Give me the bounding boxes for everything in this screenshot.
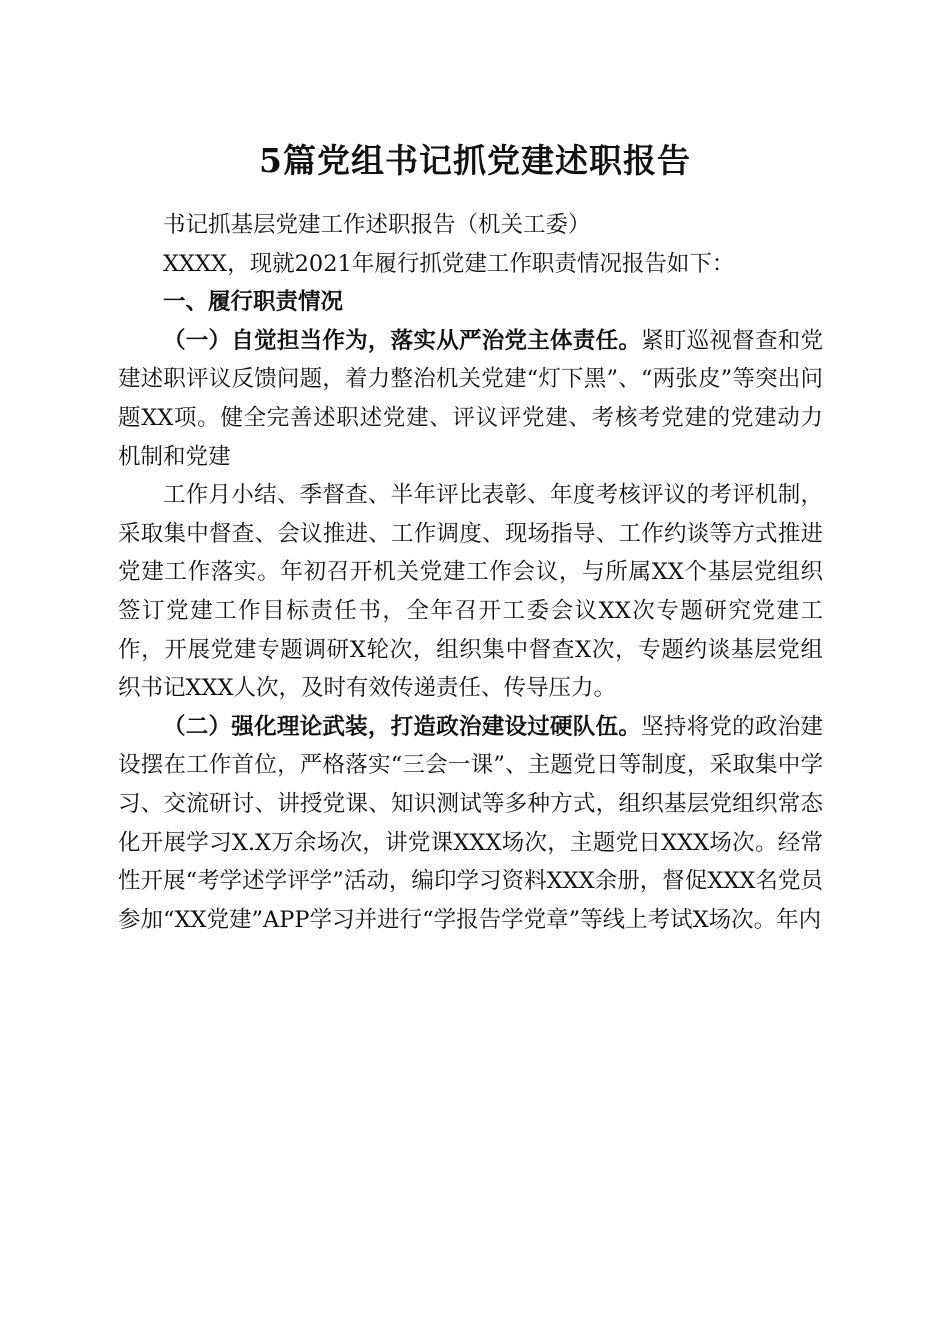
- paragraph-item-1-continued: 工作月小结、季督查、半年评比表彰、年度考核评议的考评机制，采取集中督查、会议推进、工作调度、现场指导、工作约谈等方式推进党建工作落实。年初召开机关党建工作会议，与所属XX个基层党组织签订党建工作目标责任书，全年召开工委会议XX次专题研究党建工作，开展党建专题调研X轮次，组织集中督查X次，专题约谈基层党组织书记XXX人次，及时有效传递责任、传导压力。: [118, 482, 823, 702]
- item-2-lead: （二）强化理论武装，打造政治建设过硬队伍。: [163, 713, 642, 740]
- item-2-text: 坚持将党的政治建设摆在工作首位，严格落实“三会一课”、主题党日等制度，采取集中学习、交流研讨、讲授党课、知识测试等多种方式，组织基层党组织常态化开展学习X.X万余场次，讲党课XXX场次，主题党日XXX场次。经常性开展“考学述学评学”活动，编印学习资料XXX余册，督促XXX名党员参加“XX党建”APP学习并进行“学报告学党章”等线上考试X场次。年内: [118, 713, 823, 933]
- report-subtitle: 书记抓基层党建工作述职报告（机关工委）: [163, 212, 591, 238]
- item-1-lead: （一）自觉担当作为，落实从严治党主体责任。: [163, 327, 642, 354]
- item-1-text: 紧盯巡视督查和党建述职评议反馈问题，着力整治机关党建“灯下黑”、“两张皮”等突出问题XX项。健全完善述职述党建、评议评党建、考核考党建的党建动力机制和党建: [118, 327, 823, 470]
- paragraph-item-1: [118, 322, 823, 476]
- document-body: [118, 206, 823, 939]
- paragraph-item-2: [118, 708, 823, 940]
- document-title: 5篇党组书记抓党建述职报告: [259, 141, 691, 180]
- section-heading: 一、履行职责情况: [163, 289, 344, 316]
- intro-paragraph: XXXX，现就2021年履行抓党建工作职责情况报告如下：: [163, 250, 735, 277]
